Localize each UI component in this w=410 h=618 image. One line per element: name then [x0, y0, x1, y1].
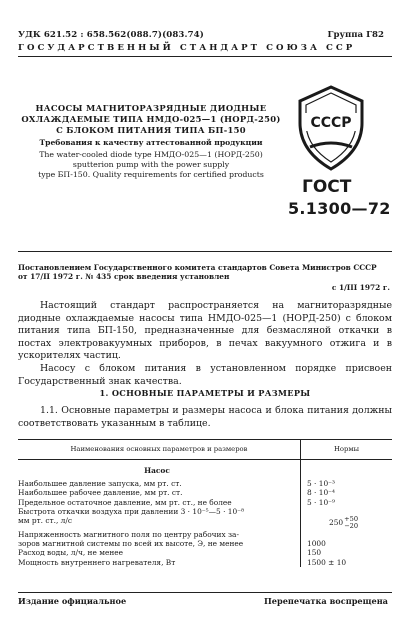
- intro-paragraph-1: Настоящий стандарт распространяется на магниторазрядные диодные охлаждаемые насосы типа НМДО-025—1 (НОРД-250) с блоком питания типа БП-150, предназначенные для безмасляной откачки в постах электровакуумных приборов, в печах вакуумного отжига и в ускорителях частиц.: [18, 300, 392, 362]
- section-text: [18, 405, 392, 430]
- title-line-1: НАСОСЫ МАГНИТОРАЗРЯДНЫЕ ДИОДНЫЕ: [35, 103, 267, 113]
- table-cell-value: [301, 516, 393, 530]
- decree-line-1: Постановлением Государственного комитета стандартов Совета Министров СССР: [18, 263, 377, 272]
- table-group-label: Насос: [18, 460, 301, 480]
- table-cell-name: Мощность внутреннего нагревателя, Вт: [18, 558, 301, 567]
- table-cell-value: [301, 530, 393, 539]
- section-heading: 1. ОСНОВНЫЕ ПАРАМЕТРЫ И РАЗМЕРЫ: [99, 388, 311, 398]
- table-cell-name: Быстрота откачки воздуха при давлении 3 · 10⁻⁵—5 · 10⁻⁸: [18, 507, 301, 516]
- quality-mark-emblem-icon: [292, 83, 370, 173]
- emblem-text: СССР: [310, 115, 352, 131]
- table-row: [18, 539, 392, 548]
- intro-paragraph-2: Насосу с блоком питания в установленном порядке присвоен Государственный знак качества.: [18, 362, 392, 387]
- table-row: [18, 498, 392, 507]
- effective-date: с 1/III 1972 г.: [331, 283, 390, 292]
- table-cell-value: 8 · 10⁻⁴: [307, 488, 336, 498]
- header-rule: [18, 56, 392, 57]
- english-title-2: sputterion pump with the power supply: [72, 160, 230, 169]
- gost-number: 5.1300—72: [288, 199, 391, 218]
- decree-text: [18, 263, 392, 282]
- title-line-3: С БЛОКОМ ПИТАНИЯ ТИПА БП-150: [56, 125, 246, 135]
- group-code: Группа Г82: [327, 30, 384, 40]
- table-row: [18, 516, 392, 530]
- section-paragraph: 1.1. Основные параметры и размеры насоса и блока питания должны соответствовать указанным в таблице.: [18, 405, 392, 429]
- table-cell-name: Наибольшее давление запуска, мм рт. ст.: [18, 479, 301, 488]
- gost-label: ГОСТ: [302, 177, 352, 197]
- table-row: [18, 488, 392, 497]
- table-row: [18, 507, 392, 516]
- udk-code: УДК 621.52 : 658.562(088.7)(083.74): [18, 30, 204, 40]
- table-group-row: [18, 460, 392, 480]
- table-row: [18, 530, 392, 539]
- table-cell-value: 5 · 10⁻⁹: [307, 497, 336, 507]
- table-row: [18, 558, 392, 567]
- english-title-3: type БП-150. Quality requirements for certified products: [38, 170, 264, 179]
- table-cell-name: мм рт. ст., л/с: [18, 516, 301, 530]
- table-header-norms: Нормы: [301, 440, 393, 460]
- table-cell-value: 150: [307, 548, 322, 558]
- english-title-1: The water-cooled diode type НМДО-025—1 (НОРД-250): [39, 150, 263, 159]
- intro-text: [18, 300, 392, 388]
- table-cell-name: Расход воды, л/ч, не менее: [18, 548, 301, 557]
- parameters-table: [18, 439, 392, 567]
- table-cell-value: 1000: [307, 539, 326, 549]
- standard-organization: ГОСУДАРСТВЕННЫЙ СТАНДАРТ СОЮЗА ССР: [18, 43, 356, 53]
- table-row: [18, 479, 392, 488]
- table-header-parameters: Наименования основных параметров и размеров: [18, 440, 301, 460]
- tolerance: [344, 516, 358, 530]
- table-row: [18, 548, 392, 557]
- tolerance-minus: −20: [344, 522, 359, 531]
- title-line-2: ОХЛАЖДАЕМЫЕ ТИПА НМДО-025—1 (НОРД-250): [21, 114, 281, 124]
- decree-line-2: от 17/II 1972 г. № 435 срок введения установлен: [18, 272, 230, 282]
- decree-rule: [18, 251, 392, 252]
- table-cell-value: 5 · 10⁻³: [307, 479, 336, 489]
- table-cell-name: Напряженность магнитного поля по центру рабочих за-: [18, 530, 301, 539]
- title-subtitle: Требования к качеству аттестованной продукции: [39, 138, 263, 147]
- table-cell-name: Предельное остаточное давление, мм рт. ст., не более: [18, 498, 301, 507]
- table-cell-value: 1500 ± 10: [307, 557, 347, 567]
- table-cell-name: зоров магнитной системы по всей их высоте, Э, не менее: [18, 539, 301, 548]
- footer-rule: [18, 592, 392, 593]
- official-edition: Издание официальное: [18, 596, 127, 606]
- table-cell-name: Наибольшее рабочее давление, мм рт. ст.: [18, 488, 301, 497]
- pumping-speed-value: 250: [329, 518, 344, 528]
- reprint-prohibited: Перепечатка воспрещена: [264, 596, 388, 606]
- tolerance-plus: +50: [344, 515, 359, 524]
